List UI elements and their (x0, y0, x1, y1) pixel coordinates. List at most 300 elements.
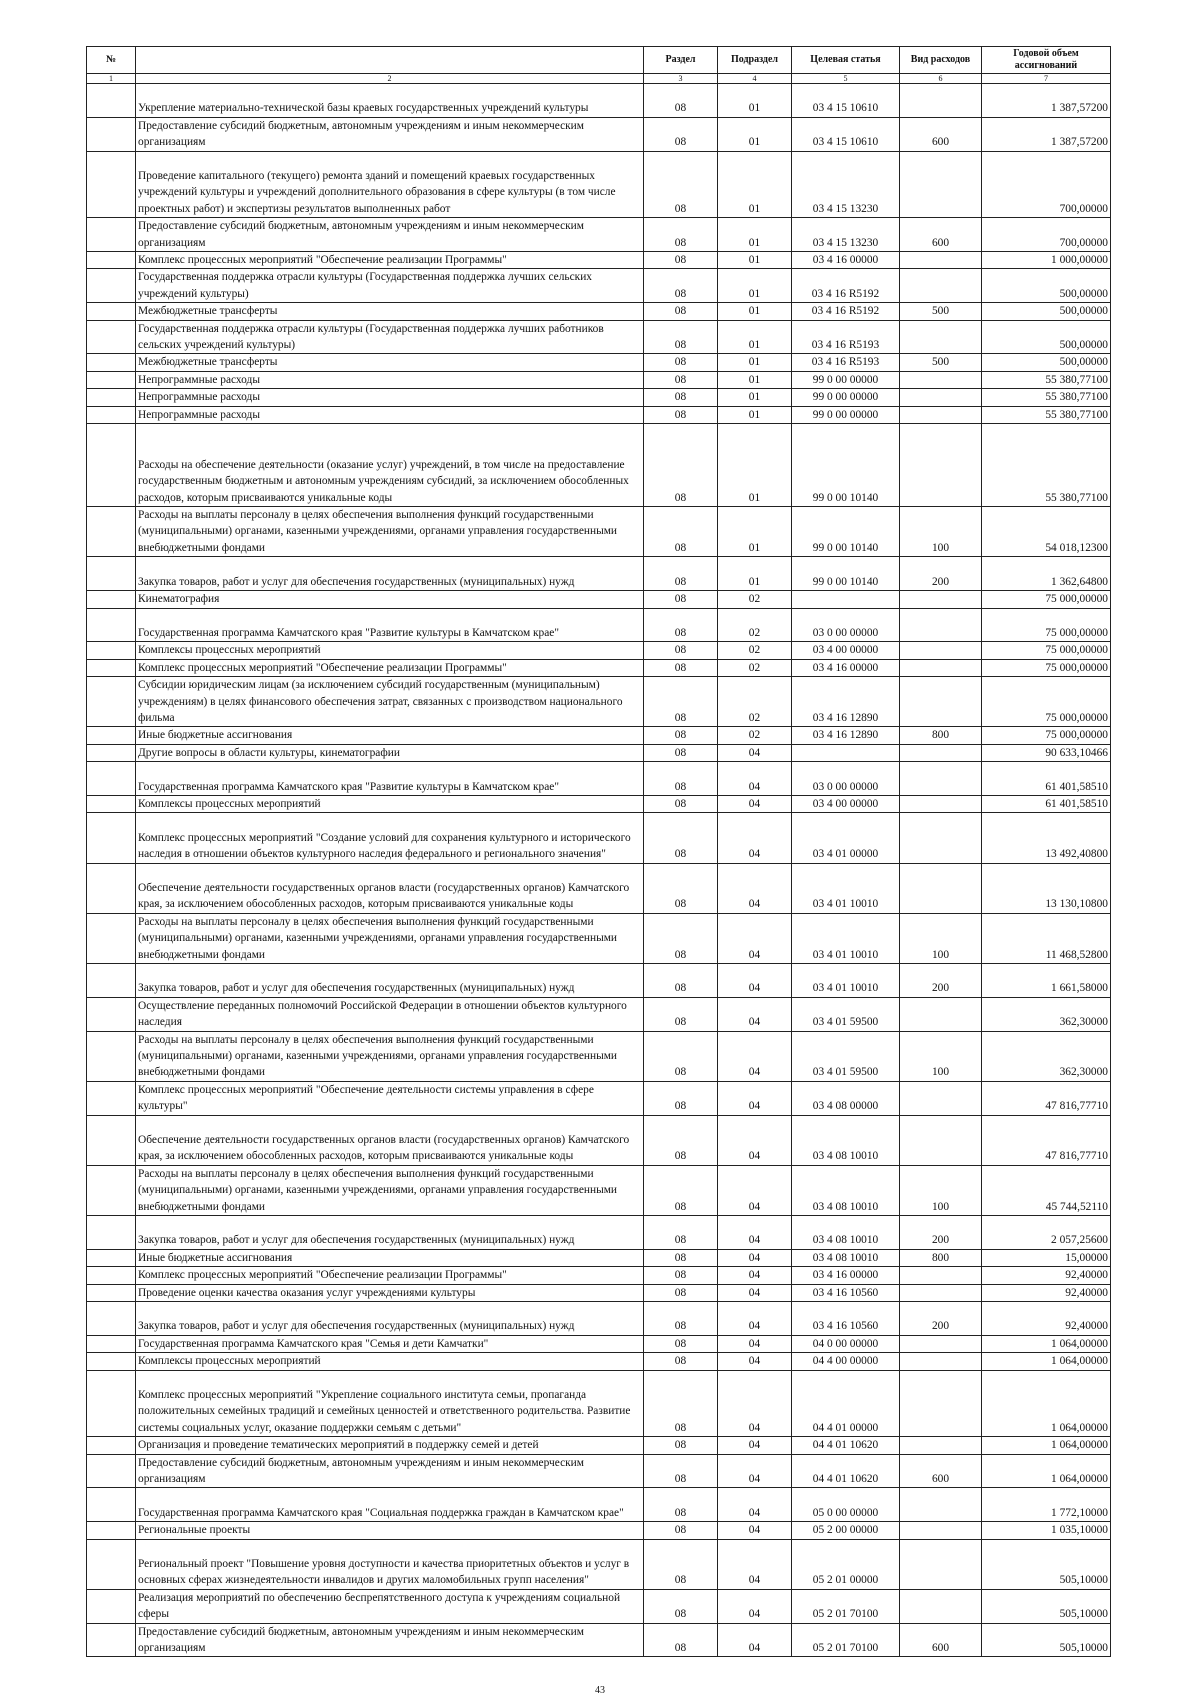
column-number: 1 (87, 74, 136, 84)
row-number (87, 1539, 136, 1589)
row-amount: 75 000,00000 (982, 608, 1111, 642)
row-subsection: 01 (718, 406, 792, 423)
header-expense-type: Вид расходов (900, 47, 982, 74)
table-row (87, 1081, 1111, 1115)
row-number (87, 151, 136, 218)
row-number (87, 1488, 136, 1522)
table-row (87, 913, 1111, 963)
row-subsection: 04 (718, 1165, 792, 1215)
table-row (87, 1370, 1111, 1437)
row-name: Межбюджетные трансферты (136, 303, 644, 320)
row-name: Государственная программа Камчатского края "Развитие культуры в Камчатском крае" (136, 762, 644, 796)
row-number (87, 218, 136, 252)
table-row (87, 389, 1111, 406)
row-expense-type: 200 (900, 1302, 982, 1336)
row-target-article: 04 0 00 00000 (792, 1335, 900, 1352)
row-expense-type: 800 (900, 1249, 982, 1266)
row-number (87, 762, 136, 796)
row-expense-type: 200 (900, 1215, 982, 1249)
row-name: Проведение оценки качества оказания услуг учреждениями культуры (136, 1284, 644, 1301)
row-expense-type (900, 677, 982, 727)
row-target-article: 05 2 01 00000 (792, 1539, 900, 1589)
row-subsection: 02 (718, 591, 792, 608)
row-subsection: 01 (718, 389, 792, 406)
row-target-article: 03 4 00 00000 (792, 795, 900, 812)
row-subsection: 04 (718, 1539, 792, 1589)
row-subsection: 02 (718, 659, 792, 676)
table-row (87, 303, 1111, 320)
row-section: 08 (644, 117, 718, 151)
row-section: 08 (644, 151, 718, 218)
row-target-article: 03 4 01 59500 (792, 997, 900, 1031)
column-number: 6 (900, 74, 982, 84)
row-amount: 54 018,12300 (982, 507, 1111, 557)
row-number (87, 659, 136, 676)
row-name: Укрепление материально-технической базы краевых государственных учреждений культуры (136, 84, 644, 118)
row-number (87, 1302, 136, 1336)
row-amount: 505,10000 (982, 1589, 1111, 1623)
row-subsection: 01 (718, 320, 792, 354)
row-number (87, 1031, 136, 1081)
row-subsection: 04 (718, 795, 792, 812)
row-name: Комплекс процессных мероприятий "Обеспечение деятельности системы управления в сфере культуры" (136, 1081, 644, 1115)
row-number (87, 963, 136, 997)
row-section: 08 (644, 1488, 718, 1522)
row-target-article: 03 4 01 59500 (792, 1031, 900, 1081)
row-expense-type: 600 (900, 1623, 982, 1657)
row-amount: 362,30000 (982, 997, 1111, 1031)
table-row (87, 1488, 1111, 1522)
row-expense-type: 600 (900, 117, 982, 151)
row-name: Региональный проект "Повышение уровня доступности и качества приоритетных объектов и услуг в основных сферах жизнедеятельности инвалидов и других маломобильных групп населения" (136, 1539, 644, 1589)
row-target-article: 03 4 00 00000 (792, 642, 900, 659)
row-section: 08 (644, 744, 718, 761)
row-amount: 55 380,77100 (982, 389, 1111, 406)
row-target-article: 03 4 08 10010 (792, 1115, 900, 1165)
table-row (87, 117, 1111, 151)
row-name: Другие вопросы в области культуры, кинематографии (136, 744, 644, 761)
column-number: 5 (792, 74, 900, 84)
row-amount: 1 035,10000 (982, 1522, 1111, 1539)
row-amount: 15,00000 (982, 1249, 1111, 1266)
row-amount: 1 387,57200 (982, 117, 1111, 151)
row-expense-type (900, 1115, 982, 1165)
row-expense-type (900, 795, 982, 812)
row-amount: 75 000,00000 (982, 677, 1111, 727)
row-target-article: 03 4 08 10010 (792, 1215, 900, 1249)
table-row (87, 744, 1111, 761)
row-subsection: 01 (718, 371, 792, 388)
row-target-article: 03 4 16 R5192 (792, 269, 900, 303)
row-number (87, 608, 136, 642)
row-name: Закупка товаров, работ и услуг для обеспечения государственных (муниципальных) нужд (136, 1302, 644, 1336)
row-section: 08 (644, 320, 718, 354)
row-name: Комплексы процессных мероприятий (136, 642, 644, 659)
row-name: Организация и проведение тематических мероприятий в поддержку семей и детей (136, 1437, 644, 1454)
row-section: 08 (644, 269, 718, 303)
row-expense-type (900, 371, 982, 388)
table-row (87, 1165, 1111, 1215)
row-name: Осуществление переданных полномочий Российской Федерации в отношении объектов культурного наследия (136, 997, 644, 1031)
row-amount: 61 401,58510 (982, 762, 1111, 796)
table-row (87, 591, 1111, 608)
row-section: 08 (644, 1267, 718, 1284)
table-row (87, 1267, 1111, 1284)
row-subsection: 01 (718, 303, 792, 320)
row-subsection: 04 (718, 1215, 792, 1249)
table-row (87, 269, 1111, 303)
row-amount: 47 816,77710 (982, 1115, 1111, 1165)
row-section: 08 (644, 1353, 718, 1370)
row-expense-type (900, 151, 982, 218)
row-subsection: 02 (718, 608, 792, 642)
row-name: Иные бюджетные ассигнования (136, 727, 644, 744)
row-subsection: 04 (718, 1488, 792, 1522)
row-target-article: 03 4 15 10610 (792, 117, 900, 151)
row-amount: 1 064,00000 (982, 1370, 1111, 1437)
row-number (87, 795, 136, 812)
row-expense-type (900, 863, 982, 913)
header-annual-amount: Годовой объем ассигнований (982, 47, 1111, 74)
row-target-article: 04 4 01 10620 (792, 1437, 900, 1454)
row-section: 08 (644, 1081, 718, 1115)
row-amount: 362,30000 (982, 1031, 1111, 1081)
table-row (87, 406, 1111, 423)
row-target-article: 03 4 08 10010 (792, 1249, 900, 1266)
row-amount: 1 064,00000 (982, 1437, 1111, 1454)
row-name: Государственная программа Камчатского края "Социальная поддержка граждан в Камчатском крае" (136, 1488, 644, 1522)
table-row (87, 1437, 1111, 1454)
row-target-article: 99 0 00 00000 (792, 371, 900, 388)
row-target-article: 03 4 16 12890 (792, 727, 900, 744)
column-number: 4 (718, 74, 792, 84)
row-name: Государственная программа Камчатского края "Развитие культуры в Камчатском крае" (136, 608, 644, 642)
row-expense-type (900, 1081, 982, 1115)
row-subsection: 04 (718, 1284, 792, 1301)
table-row (87, 1115, 1111, 1165)
row-subsection: 01 (718, 117, 792, 151)
row-amount: 47 816,77710 (982, 1081, 1111, 1115)
row-name: Иные бюджетные ассигнования (136, 1249, 644, 1266)
row-amount: 500,00000 (982, 320, 1111, 354)
row-number (87, 1249, 136, 1266)
row-amount: 90 633,10466 (982, 744, 1111, 761)
row-target-article: 04 4 01 10620 (792, 1454, 900, 1488)
row-target-article: 05 0 00 00000 (792, 1488, 900, 1522)
header-name (136, 47, 644, 74)
table-body (87, 84, 1111, 1657)
row-name: Закупка товаров, работ и услуг для обеспечения государственных (муниципальных) нужд (136, 1215, 644, 1249)
row-expense-type: 500 (900, 303, 982, 320)
table-header (87, 47, 1111, 84)
row-subsection: 04 (718, 997, 792, 1031)
row-expense-type (900, 424, 982, 507)
row-amount: 1 064,00000 (982, 1454, 1111, 1488)
row-section: 08 (644, 863, 718, 913)
row-number (87, 1589, 136, 1623)
row-subsection: 04 (718, 1249, 792, 1266)
row-name: Обеспечение деятельности государственных органов власти (государственных органов) Камчатского края, за исключением обособленных расходов, которым присваиваются уникальные коды (136, 1115, 644, 1165)
row-subsection: 04 (718, 1335, 792, 1352)
column-number: 2 (136, 74, 644, 84)
row-subsection: 01 (718, 269, 792, 303)
row-target-article: 03 4 16 R5192 (792, 303, 900, 320)
row-subsection: 01 (718, 218, 792, 252)
row-number (87, 1165, 136, 1215)
row-expense-type (900, 608, 982, 642)
row-number (87, 354, 136, 371)
row-amount: 92,40000 (982, 1267, 1111, 1284)
table-row (87, 659, 1111, 676)
row-target-article: 03 4 16 12890 (792, 677, 900, 727)
row-expense-type (900, 591, 982, 608)
row-name: Субсидии юридическим лицам (за исключением субсидий государственным (муниципальным) учреждениям) в целях финансового обеспечения затрат, связанных с производством национального фильма (136, 677, 644, 727)
row-name: Закупка товаров, работ и услуг для обеспечения государственных (муниципальных) нужд (136, 963, 644, 997)
row-name: Региональные проекты (136, 1522, 644, 1539)
row-number (87, 642, 136, 659)
table-row (87, 1215, 1111, 1249)
table-row (87, 677, 1111, 727)
row-target-article: 05 2 01 70100 (792, 1589, 900, 1623)
row-number (87, 117, 136, 151)
row-target-article: 03 4 01 10010 (792, 863, 900, 913)
row-subsection: 04 (718, 963, 792, 997)
row-expense-type: 100 (900, 1165, 982, 1215)
row-name: Закупка товаров, работ и услуг для обеспечения государственных (муниципальных) нужд (136, 557, 644, 591)
row-section: 08 (644, 677, 718, 727)
table-row (87, 795, 1111, 812)
row-section: 08 (644, 913, 718, 963)
row-amount: 700,00000 (982, 151, 1111, 218)
row-subsection: 04 (718, 1115, 792, 1165)
row-section: 08 (644, 507, 718, 557)
row-section: 08 (644, 642, 718, 659)
header-target-article: Целевая статья (792, 47, 900, 74)
row-number (87, 406, 136, 423)
row-section: 08 (644, 354, 718, 371)
row-target-article: 04 4 00 00000 (792, 1353, 900, 1370)
row-number (87, 1284, 136, 1301)
row-subsection: 04 (718, 1267, 792, 1284)
table-row (87, 84, 1111, 118)
table-row (87, 963, 1111, 997)
row-subsection: 01 (718, 354, 792, 371)
row-number (87, 913, 136, 963)
header-section: Раздел (644, 47, 718, 74)
row-expense-type (900, 642, 982, 659)
row-subsection: 01 (718, 424, 792, 507)
table-row (87, 1335, 1111, 1352)
row-amount: 92,40000 (982, 1302, 1111, 1336)
row-subsection: 01 (718, 84, 792, 118)
row-number (87, 269, 136, 303)
row-subsection: 04 (718, 1370, 792, 1437)
budget-document (86, 46, 1110, 1657)
row-expense-type (900, 744, 982, 761)
row-number (87, 1267, 136, 1284)
row-expense-type (900, 1522, 982, 1539)
row-section: 08 (644, 1284, 718, 1301)
row-number (87, 1335, 136, 1352)
row-number (87, 863, 136, 913)
row-name: Комплекс процессных мероприятий "Обеспечение реализации Программы" (136, 1267, 644, 1284)
row-target-article: 05 2 00 00000 (792, 1522, 900, 1539)
row-number (87, 1522, 136, 1539)
row-name: Расходы на выплаты персоналу в целях обеспечения выполнения функций государственными (муниципальными) органами, казенными учреждениями, органами управления государственными внебюджетными фондами (136, 913, 644, 963)
row-target-article: 03 4 16 10560 (792, 1302, 900, 1336)
row-subsection: 04 (718, 762, 792, 796)
table-row (87, 557, 1111, 591)
row-name: Предоставление субсидий бюджетным, автономным учреждениям и иным некоммерческим организациям (136, 117, 644, 151)
row-amount: 55 380,77100 (982, 424, 1111, 507)
row-expense-type (900, 1335, 982, 1352)
row-number (87, 252, 136, 269)
row-name: Комплексы процессных мероприятий (136, 1353, 644, 1370)
row-amount: 500,00000 (982, 269, 1111, 303)
row-expense-type (900, 406, 982, 423)
row-section: 08 (644, 1623, 718, 1657)
row-subsection: 04 (718, 863, 792, 913)
row-section: 08 (644, 1437, 718, 1454)
row-expense-type (900, 1284, 982, 1301)
row-expense-type: 100 (900, 1031, 982, 1081)
row-subsection: 01 (718, 557, 792, 591)
table-row (87, 863, 1111, 913)
row-name: Комплекс процессных мероприятий "Создание условий для сохранения культурного и исторического наследия в отношении объектов культурного наследия федерального и регионального значения" (136, 813, 644, 863)
table-row (87, 813, 1111, 863)
row-amount: 700,00000 (982, 218, 1111, 252)
row-number (87, 1623, 136, 1657)
row-amount: 505,10000 (982, 1623, 1111, 1657)
row-target-article: 99 0 00 00000 (792, 389, 900, 406)
row-name: Предоставление субсидий бюджетным, автономным учреждениям и иным некоммерческим организациям (136, 1454, 644, 1488)
row-section: 08 (644, 1215, 718, 1249)
row-expense-type (900, 1267, 982, 1284)
table-row (87, 1284, 1111, 1301)
row-section: 08 (644, 218, 718, 252)
row-amount: 1 064,00000 (982, 1335, 1111, 1352)
row-subsection: 02 (718, 727, 792, 744)
row-target-article (792, 591, 900, 608)
row-subsection: 04 (718, 1302, 792, 1336)
row-expense-type: 800 (900, 727, 982, 744)
row-amount: 13 130,10800 (982, 863, 1111, 913)
row-target-article: 03 4 15 13230 (792, 218, 900, 252)
row-section: 08 (644, 1031, 718, 1081)
row-name: Непрограммные расходы (136, 389, 644, 406)
row-amount: 75 000,00000 (982, 659, 1111, 676)
row-section: 08 (644, 1302, 718, 1336)
row-name: Непрограммные расходы (136, 371, 644, 388)
row-subsection: 02 (718, 677, 792, 727)
row-amount: 11 468,52800 (982, 913, 1111, 963)
row-section: 08 (644, 963, 718, 997)
row-subsection: 01 (718, 151, 792, 218)
row-target-article: 03 4 16 R5193 (792, 320, 900, 354)
row-number (87, 1353, 136, 1370)
row-target-article: 03 0 00 00000 (792, 762, 900, 796)
header-number: № (87, 47, 136, 74)
row-expense-type: 600 (900, 218, 982, 252)
row-target-article: 03 4 16 00000 (792, 659, 900, 676)
row-amount: 92,40000 (982, 1284, 1111, 1301)
row-amount: 500,00000 (982, 303, 1111, 320)
row-name: Кинематография (136, 591, 644, 608)
row-section: 08 (644, 762, 718, 796)
row-expense-type (900, 1539, 982, 1589)
table-row (87, 320, 1111, 354)
row-number (87, 591, 136, 608)
row-target-article: 03 4 01 10010 (792, 963, 900, 997)
row-name: Расходы на выплаты персоналу в целях обеспечения выполнения функций государственными (муниципальными) органами, казенными учреждениями, органами управления государственными внебюджетными фондами (136, 1165, 644, 1215)
row-target-article: 03 4 16 10560 (792, 1284, 900, 1301)
row-section: 08 (644, 1335, 718, 1352)
row-expense-type (900, 1353, 982, 1370)
row-amount: 75 000,00000 (982, 591, 1111, 608)
row-expense-type: 500 (900, 354, 982, 371)
row-amount: 505,10000 (982, 1539, 1111, 1589)
row-name: Проведение капитального (текущего) ремонта зданий и помещений краевых государственных учреждений культуры и учреждений дополнительного образования в сфере культуры (в том числе проектных работ) и экспертизы результатов выполненных работ (136, 151, 644, 218)
row-amount: 1 661,58000 (982, 963, 1111, 997)
row-target-article: 03 4 15 13230 (792, 151, 900, 218)
row-section: 08 (644, 1589, 718, 1623)
table-row (87, 1249, 1111, 1266)
row-name: Обеспечение деятельности государственных органов власти (государственных органов) Камчатского края, за исключением обособленных расходов, которым присваиваются уникальные коды (136, 863, 644, 913)
row-expense-type (900, 269, 982, 303)
row-section: 08 (644, 84, 718, 118)
table-row (87, 1302, 1111, 1336)
table-row (87, 727, 1111, 744)
row-name: Расходы на обеспечение деятельности (оказание услуг) учреждений, в том числе на предоставление государственным бюджетным и автономным учреждениям субсидий, за исключением обособленных расходов, которым присваиваются уникальные коды (136, 424, 644, 507)
row-name: Предоставление субсидий бюджетным, автономным учреждениям и иным некоммерческим организациям (136, 218, 644, 252)
table-row (87, 424, 1111, 507)
row-amount: 45 744,52110 (982, 1165, 1111, 1215)
table-row (87, 371, 1111, 388)
row-section: 08 (644, 1370, 718, 1437)
row-target-article: 03 4 08 10010 (792, 1165, 900, 1215)
row-expense-type (900, 659, 982, 676)
row-subsection: 04 (718, 1454, 792, 1488)
row-number (87, 320, 136, 354)
row-target-article: 05 2 01 70100 (792, 1623, 900, 1657)
budget-table (86, 46, 1111, 1657)
row-amount: 61 401,58510 (982, 795, 1111, 812)
row-section: 08 (644, 795, 718, 812)
row-number (87, 1215, 136, 1249)
row-amount: 500,00000 (982, 354, 1111, 371)
row-subsection: 04 (718, 1623, 792, 1657)
row-amount: 75 000,00000 (982, 642, 1111, 659)
row-expense-type (900, 389, 982, 406)
row-subsection: 04 (718, 1437, 792, 1454)
row-number (87, 424, 136, 507)
row-target-article: 03 0 00 00000 (792, 608, 900, 642)
table-row (87, 642, 1111, 659)
table-row (87, 1589, 1111, 1623)
row-subsection: 04 (718, 1081, 792, 1115)
header-subsection: Подраздел (718, 47, 792, 74)
row-name: Комплекс процессных мероприятий "Обеспечение реализации Программы" (136, 252, 644, 269)
row-target-article: 03 4 08 00000 (792, 1081, 900, 1115)
row-number (87, 303, 136, 320)
table-row (87, 1031, 1111, 1081)
row-number (87, 744, 136, 761)
row-expense-type: 100 (900, 507, 982, 557)
row-number (87, 1115, 136, 1165)
table-row (87, 1539, 1111, 1589)
row-section: 08 (644, 252, 718, 269)
row-amount: 2 057,25600 (982, 1215, 1111, 1249)
